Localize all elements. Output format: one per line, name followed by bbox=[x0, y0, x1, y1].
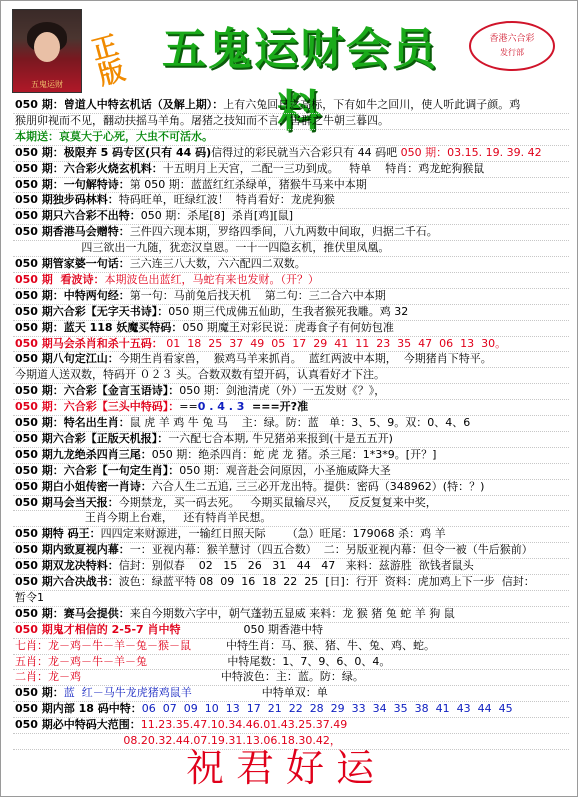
line-segment: 一句解特诗： bbox=[63, 177, 130, 191]
line-divider bbox=[13, 590, 569, 591]
content-line bbox=[15, 146, 542, 160]
line-segment: 本期送：哀莫大于心死，大虫不可活水。 bbox=[15, 129, 213, 143]
content-line bbox=[15, 241, 389, 255]
line-segment: 050 期管家婆一句话： bbox=[15, 257, 130, 270]
line-segment: 中特波色：主：蓝。防：绿。 bbox=[81, 670, 364, 684]
line-segment: 三六连三八大数，六六配四二双数。 bbox=[129, 257, 306, 270]
line-segment: 050 期：赛马会提供： bbox=[15, 606, 130, 620]
line-segment: 四四定来财源进，一输红日照天际 （急）旺尾：179068 杀：鸡 羊 bbox=[100, 527, 446, 541]
line-segment: 信得过的彩民就当六合彩只有 44 码吧 bbox=[211, 145, 401, 159]
line-segment: 蓝 红－马牛龙虎猪鸡鼠羊 bbox=[63, 686, 192, 700]
content-line bbox=[15, 368, 385, 382]
line-segment: 六合人生二五追, 三三必开龙出特。提供：密码（348962）(特：？) bbox=[151, 479, 485, 493]
line-segment: 第一句：马前兔后找天机 第二句：三二合六中本期 bbox=[129, 288, 386, 302]
line-segment: 050 期内致夏视内幕： bbox=[15, 543, 130, 557]
line-segment: 050 期八句定江山： bbox=[15, 352, 119, 366]
line-segment: 一六配七合本期, 牛兄猪弟来报到(十是五五开) bbox=[168, 431, 393, 445]
line-segment: 特码旺单，旺绿红波！ 特肖看好：龙虎狗猴 bbox=[118, 193, 335, 207]
content-line bbox=[15, 591, 44, 605]
content-line bbox=[15, 98, 520, 112]
line-segment: 050 期 看波诗： bbox=[15, 272, 105, 286]
content-line bbox=[15, 305, 408, 319]
content-line bbox=[15, 527, 446, 541]
line-segment: 0 . 4 . 3 bbox=[197, 400, 245, 414]
line-segment: 七肖：龙－鸡－牛－羊－兔－猴－鼠 bbox=[15, 638, 191, 652]
content-line bbox=[15, 273, 319, 287]
content-line bbox=[15, 575, 535, 589]
portrait-face bbox=[34, 32, 60, 62]
line-segment: 050 期马会杀肖和杀十五码： bbox=[15, 336, 163, 350]
content-line bbox=[15, 543, 533, 557]
line-segment: 050 期马会当天报： bbox=[15, 495, 119, 509]
seal-top-text: 香港六合彩 bbox=[489, 34, 535, 44]
line-segment: 050 期特 码王： bbox=[15, 527, 101, 541]
content-line bbox=[15, 686, 328, 700]
content-line bbox=[15, 655, 390, 669]
line-segment: 050 期双龙决特料： bbox=[15, 559, 119, 573]
line-segment: 上有六兔回日之高标，下有如牛之回川，使人听此调子颜。鸡 bbox=[223, 98, 521, 111]
line-segment: == bbox=[179, 400, 198, 414]
line-segment: 08.20.32.44.07.19.31.13.06.18.30.42， bbox=[15, 734, 341, 747]
portrait-photo bbox=[12, 9, 82, 93]
line-segment: 暂令1 bbox=[15, 590, 44, 604]
line-segment: 中特单双：单 bbox=[191, 686, 328, 700]
blessing-text: 祝君好运 bbox=[186, 746, 387, 790]
line-segment: 050 期香港马会赠特： bbox=[15, 225, 130, 239]
content-line bbox=[15, 480, 484, 494]
line-segment: 050 期： bbox=[15, 177, 64, 191]
line-segment: 050 期： bbox=[15, 145, 64, 159]
content-line bbox=[15, 321, 394, 335]
line-segment: 050 期九龙绝杀四肖三尾： bbox=[15, 447, 152, 461]
line-segment: 050 期： bbox=[15, 98, 64, 111]
line-segment: 050 期白小姐传密一肖诗： bbox=[15, 479, 152, 493]
line-segment: 050 期香港中特 bbox=[180, 622, 323, 636]
line-segment: 050 期：六合彩【一句定生肖】： bbox=[15, 463, 180, 477]
line-segment: 来自今期数六字中，朝气蓬勃五显威 来料：龙 猴 猪 兔 蛇 羊 狗 鼠 bbox=[129, 606, 455, 620]
line-segment: 信封：别似春 02 15 26 31 44 47 来料：兹游胜 欲钱者鼠头 bbox=[118, 559, 474, 573]
line-segment: 今期禁龙，买一码去死。 今期买鼠输尽兴， 反反复复来中奖， bbox=[118, 495, 437, 509]
line-segment: 11.23.35.47.10.34.46.01.43.25.37.49 bbox=[140, 718, 348, 732]
content-line bbox=[15, 607, 455, 621]
line-segment: 十五明月上天宫，二配一三功到成。 特单 特肖：鸡龙蛇狗猴鼠 bbox=[162, 161, 485, 175]
line-segment: 三件四六现本期，罗络四季间，八九两数中间取，归据二千石。 bbox=[129, 225, 438, 239]
content-line bbox=[15, 337, 506, 351]
line-segment: 今期道人送双数，特码开 ０２３ 头。合数双数有望开码，认真看好才下注。 bbox=[15, 368, 385, 382]
line-segment: 050 期只六合彩不出特： bbox=[15, 209, 141, 223]
content-line bbox=[15, 511, 271, 525]
line-segment: 050 期三代成佛五仙助，生我者猴死我雕。鸡 32 bbox=[168, 304, 409, 318]
line-segment: 本期波色出蓝红，马蛇有来也发财。（开？） bbox=[104, 272, 319, 286]
content-line bbox=[15, 432, 393, 446]
line-segment: 050 期：特名出生肖： bbox=[15, 416, 130, 429]
seal-bottom-text: 发行部 bbox=[500, 48, 524, 57]
official-seal bbox=[469, 21, 555, 71]
line-segment: 第 050 期：蓝蓝红红杀绿单，猪猴牛马来中本期 bbox=[129, 177, 367, 191]
line-segment: 妖魔买特码： bbox=[116, 320, 183, 334]
page-title: 五鬼运财会员料 bbox=[162, 24, 438, 137]
photo-caption: 五鬼运财 bbox=[31, 80, 63, 89]
line-segment: 050 期：六合彩【三头中特码】： bbox=[15, 400, 180, 414]
content-line bbox=[15, 384, 385, 398]
line-segment: 06 07 09 10 13 17 21 22 28 29 33 34 35 38 41 43 44 45 bbox=[141, 702, 513, 716]
content-line bbox=[15, 464, 391, 478]
line-segment: 四三欲出一九随，犹恋汉皇恩。一十一四隐玄机，推伏里凤凰。 bbox=[15, 241, 390, 255]
content-line bbox=[15, 623, 323, 637]
line-segment: ===开?准 bbox=[244, 400, 309, 414]
line-segment: 050 期：03.15. 19. 39. 42 bbox=[400, 145, 542, 159]
content-line bbox=[15, 702, 513, 716]
authentic-badge: 正版 bbox=[88, 30, 129, 92]
content-line bbox=[15, 448, 436, 462]
line-segment: 中特生肖：马、猴、猪、牛、兔、鸡、蛇。 bbox=[191, 638, 435, 652]
content-line bbox=[15, 496, 437, 510]
line-segment: 波色：绿蓝平特 08 09 16 18 22 25 [日]：行开 资料：虎加鸡上下一步 信封： bbox=[118, 575, 535, 588]
content-line bbox=[15, 289, 386, 303]
line-segment: 今期生肖看家兽， 猴鸡马羊来抓肖。 蓝红两波中本期， 今期猪肖下特平。 bbox=[118, 352, 492, 366]
line-segment: 一：亚视内幕：猴羊慧讨（四五合数） 二：另版亚视内幕：但令一被（牛后猴前） bbox=[129, 543, 533, 557]
line-segment: 050 期：蓝天 118 bbox=[15, 320, 117, 334]
content-line bbox=[15, 162, 484, 176]
line-segment: 鼠 虎 羊 鸡 牛 兔 马 主：绿。防：蓝 单：3、5、9。双：0、4、6 bbox=[129, 416, 471, 429]
content-line bbox=[15, 257, 306, 271]
line-segment: 猴朋卯视而不见，翻动扶摇马羊角。屠猪之技知而不言，害群之牛朝三暮四。 bbox=[15, 113, 389, 127]
content-line bbox=[15, 225, 438, 239]
line-segment: 050 期：观音赴会问原因，小圣施威降大圣 bbox=[179, 463, 391, 477]
line-segment: 050 期：杀尾[8] 杀肖[鸡][鼠] bbox=[140, 209, 294, 223]
line-segment: 050 期六合彩【无字天书诗】： bbox=[15, 304, 169, 318]
content-line bbox=[15, 178, 367, 192]
content-line bbox=[15, 639, 435, 653]
line-segment: 050 期六合彩【正版天机报】： bbox=[15, 431, 169, 445]
content-line bbox=[15, 416, 470, 430]
line-segment: 极限弃 5 码专区(只有 44 码) bbox=[63, 145, 212, 159]
line-segment: 050 期：中特两句经： bbox=[15, 288, 130, 302]
content-line bbox=[15, 352, 492, 366]
content-line bbox=[15, 400, 308, 414]
line-segment: 六合彩火烧玄机料： bbox=[63, 161, 163, 175]
content-line bbox=[15, 670, 364, 684]
line-segment: 曾道人中特玄机话（及解上期）： bbox=[63, 98, 224, 111]
content-line bbox=[15, 559, 474, 573]
line-segment: 01 18 25 37 49 05 17 29 41 11 23 35 47 06 13 30。 bbox=[162, 336, 507, 350]
content-line bbox=[15, 130, 213, 144]
line-segment: 王肖今期上台难， 还有特肖羊民想。 bbox=[15, 511, 272, 525]
line-segment: 二肖：龙－鸡 bbox=[15, 670, 81, 684]
line-segment: 050 期必中特码大范围： bbox=[15, 718, 141, 732]
line-segment: 五肖：龙－鸡－牛－羊－兔 bbox=[15, 654, 147, 668]
line-segment: 050 期内部 18 码中特： bbox=[15, 702, 142, 716]
line-segment: 050 期独步码林料： bbox=[15, 193, 119, 207]
content-line bbox=[15, 193, 335, 207]
line-segment: 中特尾数：1、7、9、6、0、4。 bbox=[147, 654, 391, 668]
line-segment: 050 期： bbox=[15, 686, 64, 700]
line-segment: 050 期： bbox=[15, 161, 64, 175]
line-segment: 050 期六合决战书： bbox=[15, 575, 119, 588]
content-line bbox=[15, 718, 347, 732]
content-line bbox=[15, 209, 293, 223]
line-segment: 050 期魔王对彩民说：虎毒食子有何妨包准 bbox=[182, 320, 394, 334]
line-segment: 050 期：六合彩【金言玉语诗】： bbox=[15, 384, 180, 398]
line-segment: 050 期：剑池清虎（外）一五发财《？》， bbox=[179, 384, 386, 398]
line-segment: 050 期：绝杀四肖：蛇 虎 龙 猪。杀三尾：1*3*9。[开？] bbox=[151, 447, 437, 461]
line-segment: 050 期鬼才相信的 2-5-7 肖中特 bbox=[15, 622, 181, 636]
content-line bbox=[15, 114, 389, 128]
